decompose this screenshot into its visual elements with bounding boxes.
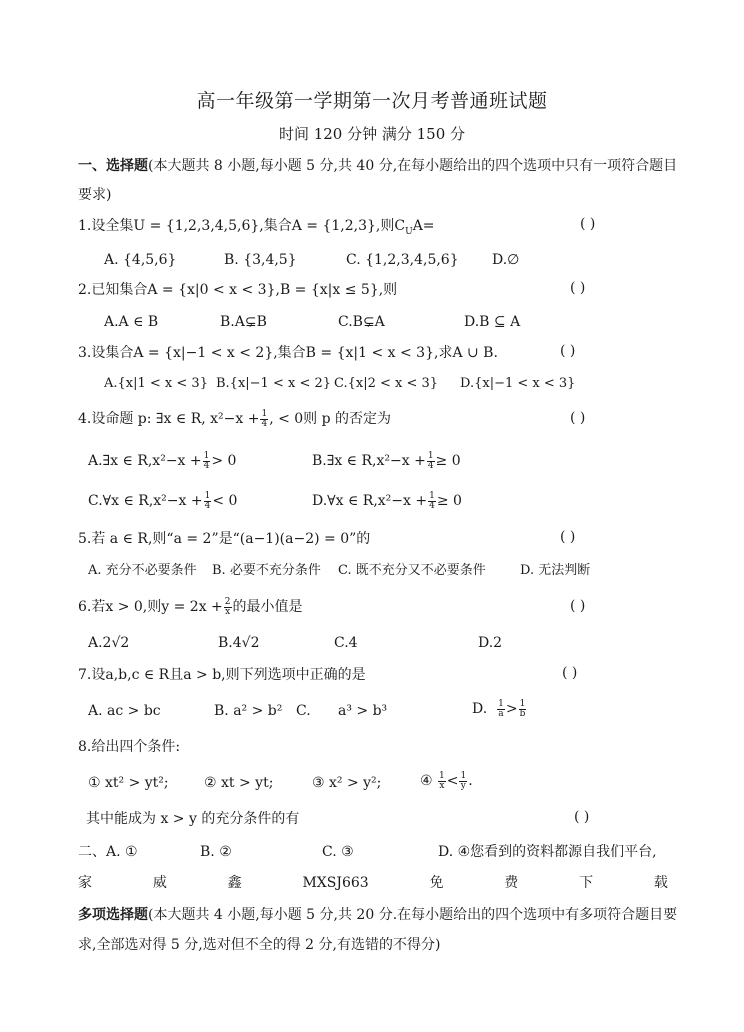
- q1-option-d: D.∅: [492, 252, 520, 268]
- frac-denominator: 4: [203, 460, 210, 471]
- section2-desc-line2: 求,全部选对得 5 分,选对但不全的得 2 分,有选错的不得分): [78, 937, 441, 953]
- watermark-char: 费: [504, 875, 519, 891]
- q4-stem-fraction: [260, 410, 268, 429]
- q8-option-d: D. ④您看到的资料都源自我们平台,: [438, 844, 657, 860]
- watermark-char: 鑫: [227, 875, 242, 891]
- frac-denominator: y: [460, 780, 466, 791]
- page-title: 高一年级第一学期第一次月考普通班试题: [196, 90, 548, 112]
- q4-a-pre: A.∃x ∈ R,x²−x +: [88, 453, 202, 469]
- q7-option-c: C.: [296, 703, 311, 719]
- q8-option-b: B. ②: [200, 844, 232, 860]
- frac-denominator: 4: [427, 460, 434, 471]
- q8-ask: 其中能成为 x > y 的充分条件的有: [86, 811, 300, 827]
- frac-numerator: 1: [439, 770, 445, 781]
- q1-stem-sub: U: [405, 226, 413, 237]
- section1-desc-line1: (本大题共 8 小题,每小题 5 分,共 40 分,在每小题给出的四个选项中只有一项符合题目: [148, 158, 678, 174]
- q4-d-fraction: [428, 492, 436, 511]
- q1-option-a: A. {4,5,6}: [104, 252, 177, 268]
- frac-denominator: x: [439, 780, 445, 791]
- q3-stem: 3.设集合A = {x|−1 < x < 2},集合B = {x|1 < x < 3},求A ∪ B.: [78, 345, 498, 361]
- q6-stem-a: 6.若x > 0,则y = 2x +: [78, 599, 223, 615]
- q1-option-c: C. {1,2,3,4,5,6}: [346, 252, 459, 268]
- q4-stem-b: , < 0则 p 的否定为: [269, 411, 392, 427]
- section2-desc-line1: (本大题共 4 小题,每小题 5 分,共 20 分.在每小题给出的四个选项中有多项符合题目要: [148, 907, 678, 923]
- q4-answer-paren: ( ): [570, 410, 586, 426]
- q1-stem: [78, 216, 435, 242]
- q6-option-b: B.4√2: [218, 635, 260, 651]
- q4-c-post: < 0: [212, 493, 238, 509]
- q8-condition-3: ③ x² > y²;: [312, 775, 382, 791]
- watermark-char: 免: [429, 875, 444, 891]
- q5-option-a: A. 充分不必要条件: [88, 563, 197, 578]
- frac-denominator: 4: [204, 500, 211, 511]
- q5-answer-paren: ( ): [560, 529, 576, 545]
- watermark-line: [78, 873, 668, 893]
- q4-option-b: [312, 451, 461, 471]
- section2-heading: 多项选择题: [78, 907, 148, 923]
- q1-option-b: B. {3,4,5}: [224, 252, 297, 268]
- frac-numerator: 1: [261, 408, 268, 419]
- q8-condition-1: ① xt² > yt²;: [88, 775, 169, 791]
- watermark-code: MXSJ663: [302, 875, 369, 891]
- frac-numerator: 1: [460, 770, 467, 781]
- q8-c4-mid: <: [446, 773, 459, 789]
- q7-option-c-value: a³ > b³: [338, 703, 388, 719]
- q4-d-post: ≥ 0: [436, 493, 462, 509]
- q7-d-fraction-2: [519, 700, 527, 719]
- q6-option-c: C.4: [334, 635, 358, 651]
- section2-intro: [78, 905, 677, 925]
- q2-option-d: D.B ⊆ A: [464, 314, 521, 330]
- q3-option-a: A.{x|1 < x < 3}: [104, 376, 208, 391]
- q4-option-a: [88, 451, 236, 471]
- q7-stem: 7.设a,b,c ∈ R且a > b,则下列选项中正确的是: [78, 667, 366, 683]
- q7-d-fraction-1: [497, 700, 505, 719]
- q4-c-pre: C.∀x ∈ R,x²−x +: [88, 493, 203, 509]
- q3-option-c: C.{x|2 < x < 3}: [334, 376, 439, 391]
- q8-answer-paren: ( ): [574, 809, 590, 825]
- q6-option-a: A.2√2: [88, 635, 130, 651]
- frac-numerator: 1: [204, 490, 211, 501]
- watermark-char: 载: [653, 875, 668, 891]
- q2-answer-paren: ( ): [570, 280, 586, 296]
- q4-stem-a: 4.设命题 p: ∃x ∈ R, x²−x +: [78, 411, 260, 427]
- section1-desc-line2: 要求): [78, 187, 112, 203]
- frac-numerator: 1: [498, 698, 504, 709]
- q8-stem: 8.给出四个条件:: [78, 739, 181, 755]
- q4-stem: [78, 409, 391, 429]
- q1-stem-text: 1.设全集U = {1,2,3,4,5,6},集合A = {1,2,3},则C: [78, 218, 406, 234]
- frac-denominator: a: [498, 708, 504, 719]
- q3-answer-paren: ( ): [560, 343, 576, 359]
- q5-option-b: B. 必要不充分条件: [212, 563, 321, 578]
- frac-numerator: 1: [429, 490, 435, 501]
- q4-c-fraction: [204, 492, 212, 511]
- q5-stem: 5.若 a ∈ R,则“a = 2”是“(a−1)(a−2) = 0”的: [78, 531, 371, 547]
- q8-condition-4: [420, 771, 473, 791]
- q1-answer-paren: ( ): [580, 216, 596, 232]
- q8-option-c: C. ③: [322, 844, 354, 860]
- q3-option-d: D.{x|−1 < x < 3}: [460, 376, 576, 391]
- q6-stem-fraction: [224, 598, 232, 617]
- q4-b-fraction: [427, 452, 435, 471]
- q4-a-post: > 0: [211, 453, 237, 469]
- q7-d-pre: D.: [472, 701, 488, 717]
- q4-option-d: [312, 491, 462, 511]
- q2-option-b: B.A⊊B: [220, 314, 267, 330]
- frac-denominator: x: [225, 606, 231, 617]
- q7-option-a: A. ac > bc: [88, 703, 161, 719]
- q2-stem: 2.已知集合A = {x|0 < x < 3},B = {x|x ≤ 5},则: [78, 282, 398, 298]
- q1-stem-tail: A=: [412, 218, 435, 234]
- q4-b-post: ≥ 0: [435, 453, 461, 469]
- q4-option-c: [88, 491, 237, 511]
- q8-option-a: 二、A. ①: [78, 844, 138, 860]
- frac-denominator: b: [519, 708, 526, 719]
- page-subtitle: 时间 120 分钟 满分 150 分: [278, 125, 466, 143]
- frac-numerator: 1: [427, 450, 434, 461]
- q4-a-fraction: [203, 452, 211, 471]
- q2-option-c: C.B⊊A: [338, 314, 385, 330]
- q7-option-b: B. a² > b²: [214, 703, 283, 719]
- q5-option-c: C. 既不充分又不必要条件: [338, 563, 486, 578]
- q6-stem: [78, 597, 303, 617]
- frac-numerator: 1: [519, 698, 526, 709]
- q8-c4-fraction-2: [459, 772, 467, 791]
- q3-option-b: B.{x|−1 < x < 2}: [216, 376, 332, 391]
- q2-option-a: A.A ∈ B: [104, 314, 159, 330]
- frac-denominator: 4: [261, 418, 268, 429]
- section1-intro: [78, 156, 677, 176]
- q8-condition-2: ② xt > yt;: [204, 775, 274, 791]
- frac-numerator: 2: [224, 596, 231, 607]
- q4-d-pre: D.∀x ∈ R,x²−x +: [312, 493, 428, 509]
- q7-answer-paren: ( ): [562, 665, 578, 681]
- q7-option-d: [472, 699, 527, 719]
- q8-c4-post: .: [468, 773, 473, 789]
- frac-numerator: 1: [203, 450, 210, 461]
- q7-d-mid: >: [505, 701, 518, 717]
- section1-heading: 一、选择题: [78, 158, 148, 174]
- q5-option-d: D. 无法判断: [520, 563, 591, 578]
- q8-c4-fraction-1: [438, 772, 446, 791]
- q6-option-d: D.2: [478, 635, 503, 651]
- q6-answer-paren: ( ): [570, 598, 586, 614]
- watermark-char: 下: [579, 875, 594, 891]
- q8-c4-pre: ④: [420, 773, 433, 789]
- q4-b-pre: B.∃x ∈ R,x²−x +: [312, 453, 426, 469]
- q6-stem-b: 的最小值是: [232, 599, 303, 615]
- watermark-char: 家: [78, 875, 92, 891]
- watermark-char: 威: [152, 875, 167, 891]
- frac-denominator: 4: [429, 500, 435, 511]
